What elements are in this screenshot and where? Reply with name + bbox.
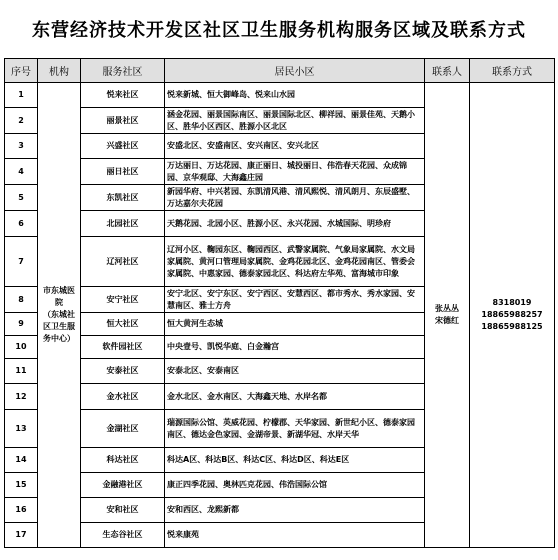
community-cell: 兴盛社区 — [81, 134, 165, 159]
community-cell: 软件园社区 — [81, 336, 165, 359]
community-cell: 金湖社区 — [81, 410, 165, 448]
service-area-table — [4, 58, 555, 548]
row-number: 11 — [5, 359, 38, 384]
row-number: 8 — [5, 287, 38, 313]
community-cell: 生态谷社区 — [81, 523, 165, 548]
row-number: 1 — [5, 83, 38, 108]
community-cell: 丽日社区 — [81, 159, 165, 185]
row-number: 13 — [5, 410, 38, 448]
community-cell: 金水社区 — [81, 384, 165, 410]
residences-cell: 涵金花园、丽景国际南区、丽景国际北区、柳祥园、丽景佳苑、天鹅小区、胜华小区西区、胜源小区北区 — [165, 108, 425, 134]
community-cell: 安宁社区 — [81, 287, 165, 313]
residences-cell: 安和西区、龙熙新都 — [165, 498, 425, 523]
residences-cell: 安盛北区、安盛南区、安兴南区、安兴北区 — [165, 134, 425, 159]
page-title: 东营经济技术开发区社区卫生服务机构服务区域及联系方式 — [32, 20, 526, 41]
header-phone: 联系方式 — [470, 59, 555, 83]
community-cell: 悦来社区 — [81, 83, 165, 108]
header-organization: 机构 — [38, 59, 81, 83]
community-cell: 安泰社区 — [81, 359, 165, 384]
row-number: 10 — [5, 336, 38, 359]
row-number: 4 — [5, 159, 38, 185]
residences-cell: 恒大黄河生态城 — [165, 313, 425, 336]
residences-cell: 天鹅花园、北园小区、胜源小区、永兴花园、水城国际、明珍府 — [165, 211, 425, 237]
community-cell: 辽河社区 — [81, 237, 165, 287]
residences-cell: 万达丽日、万达花园、康正丽日、城投丽日、伟浩春天花园、众成锦园、京华观邸、大海鑫庄园 — [165, 159, 425, 185]
community-cell: 东凯社区 — [81, 185, 165, 211]
row-number: 15 — [5, 473, 38, 498]
row-number: 7 — [5, 237, 38, 287]
community-cell: 科达社区 — [81, 448, 165, 473]
row-number: 14 — [5, 448, 38, 473]
residences-cell: 瑞源国际公馆、英威花园、柠檬郡、天华家园、新世纪小区、德泰家园南区、德达金色家园、金湖帝景、新湖华冠、水岸天华 — [165, 410, 425, 448]
residences-cell: 悦来康苑 — [165, 523, 425, 548]
header-residences: 居民小区 — [165, 59, 425, 83]
residences-cell: 康正四季花园、奥林匹克花园、伟浩国际公馆 — [165, 473, 425, 498]
residences-cell: 安宁北区、安宁东区、安宁西区、安慧西区、都市秀水、秀水家园、安慧南区、雅士方舟 — [165, 287, 425, 313]
contact-cell: 张丛丛 宋德红 — [425, 83, 470, 548]
phone-cell: 8318019 18865988257 18865988125 — [470, 83, 555, 548]
community-cell: 恒大社区 — [81, 313, 165, 336]
header-community: 服务社区 — [81, 59, 165, 83]
row-number: 3 — [5, 134, 38, 159]
row-number: 5 — [5, 185, 38, 211]
community-cell: 丽景社区 — [81, 108, 165, 134]
table-header-row — [5, 59, 555, 83]
header-contact: 联系人 — [425, 59, 470, 83]
residences-cell: 辽河小区、鞠园东区、鞠园西区、武警家属院、气象局家属院、水文局家属院、黄河口管理局家属院、金鸡花园北区、金鸡花园南区、管委会家属院、中惠家园、德泰家园北区、科达府左华苑、富海城市印象 — [165, 237, 425, 287]
row-number: 2 — [5, 108, 38, 134]
row-number: 6 — [5, 211, 38, 237]
row-number: 16 — [5, 498, 38, 523]
residences-cell: 金水北区、金水南区、大海鑫天地、水岸名都 — [165, 384, 425, 410]
residences-cell: 科达A区、科达B区、科达C区、科达D区、科达E区 — [165, 448, 425, 473]
row-number: 9 — [5, 313, 38, 336]
organization-cell: 市东城医院 （东城社区卫生服务中心） — [38, 83, 81, 548]
community-cell: 安和社区 — [81, 498, 165, 523]
residences-cell: 新园华府、中兴茗园、东凯清风港、清风熙悦、清风朗月、东辰盛墅、万达嘉尔夫花园 — [165, 185, 425, 211]
row-number: 12 — [5, 384, 38, 410]
header-number: 序号 — [5, 59, 38, 83]
community-cell: 北园社区 — [81, 211, 165, 237]
residences-cell: 安泰北区、安泰南区 — [165, 359, 425, 384]
table-row — [5, 83, 555, 108]
residences-cell: 悦来新城、恒大御峰岛、悦来山水园 — [165, 83, 425, 108]
row-number: 17 — [5, 523, 38, 548]
community-cell: 金融港社区 — [81, 473, 165, 498]
residences-cell: 中央壹号、凯悦华庭、白金瀚宫 — [165, 336, 425, 359]
